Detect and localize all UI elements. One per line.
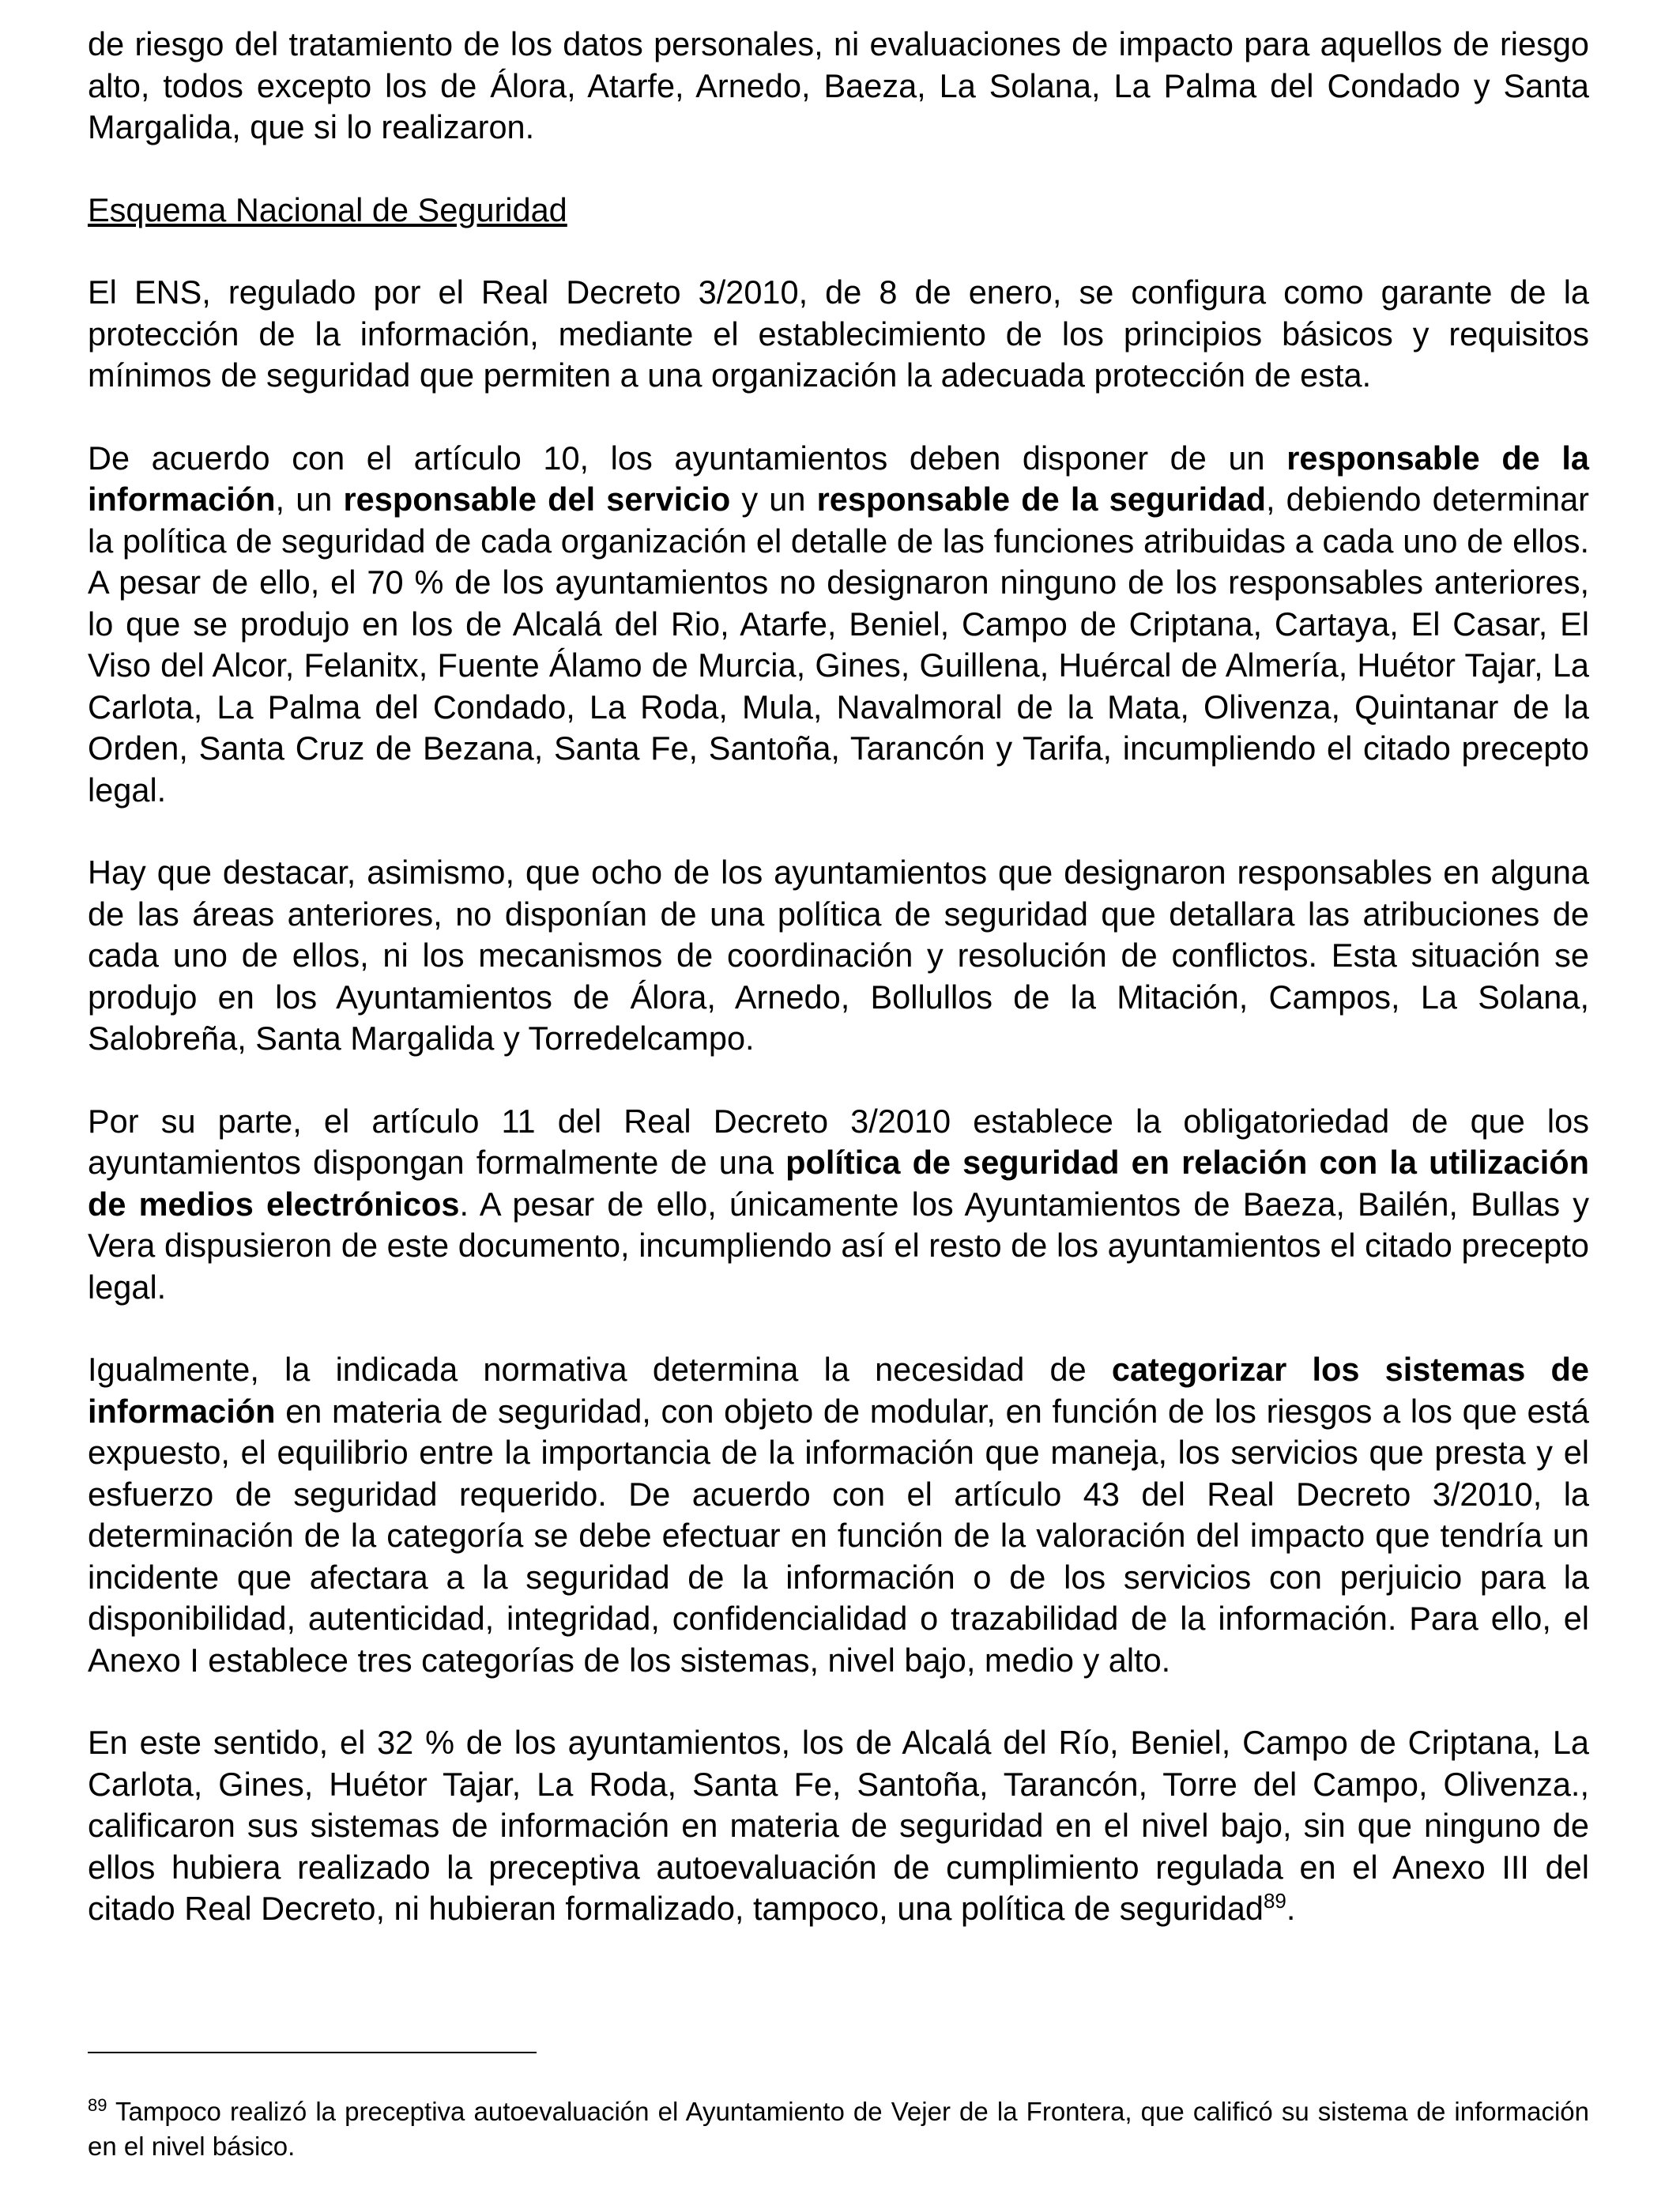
text-run: , debiendo determinar la política de seguridad de cada organización el detalle de las funciones atribuidas a cada uno de ellos. A pesar de ello, el 70 % de los ayuntamientos no designaron ninguno de los responsables anteriores, lo que se produjo en los de Alcalá del Rio, Atarfe, Beniel, Campo de Criptana, Cartaya, El Casar, El Viso del Alcor, Felanitx, Fuente Álamo de Murcia, Gines, Guillena, Huércal de Almería, Huétor Tajar, La Carlota, La Palma del Condado, La Roda, Mula, Navalmoral de la Mata, Olivenza, Quintanar de la Orden, Santa Cruz de Bezana, Santa Fe, Santoña, Tarancón y Tarifa, incumpliendo el citado precepto legal. — [88, 481, 1589, 809]
text-run: Por su parte, el artículo 11 del Real Decreto 3/2010 establece la obligatoriedad de que los ayuntamientos dispongan formalmente de una — [88, 1102, 1589, 1181]
paragraph-ens-definition: El ENS, regulado por el Real Decreto 3/2010, de 8 de enero, se configura como garante de la protección de la información, mediante el establecimiento de los principios básicos y requisitos mínimos de seguridad que permiten a una organización la adecuada protección de esta. — [88, 273, 1589, 394]
paragraph-categorizar-sistemas — [88, 1349, 1589, 1681]
text-run: en materia de seguridad, con objeto de modular, en función de los riesgos a los que está expuesto, el equilibrio entre la importancia de la información que maneja, los servicios que presta y el esfuerzo de seguridad requerido. De acuerdo con el artículo 43 del Real Decreto 3/2010, la determinación de la categoría se debe efectuar en función de la valoración del impacto que tendría un incidente que afectara a la seguridad de la información o de los servicios con perjuicio para la disponibilidad, autenticidad, integridad, confidencialidad o trazabilidad de la información. Para ello, el Anexo I establece tres categorías de los sistemas, nivel bajo, medio y alto. — [88, 1392, 1589, 1679]
paragraph-eight-ayuntamientos: Hay que destacar, asimismo, que ocho de los ayuntamientos que designaron responsables en alguna de las áreas anteriores, no disponían de una política de seguridad que detallara las atribuciones de cada uno de ellos, ni los mecanismos de coordinación y resolución de conflictos. Esta situación se produjo en los Ayuntamientos de Álora, Arnedo, Bollullos de la Mitación, Campos, La Solana, Salobreña, Santa Margalida y Torredelcampo. — [88, 854, 1589, 1057]
text-run: , un — [275, 481, 344, 518]
bold-politica-seguridad: política de seguridad en relación con la utilización de medios electrónicos — [88, 1144, 1590, 1223]
footnote-number: 89 — [88, 2095, 107, 2115]
footnote-text: Tampoco realizó la preceptiva autoevaluación el Ayuntamiento de Vejer de la Frontera, que calificó su sistema de información en el nivel básico. — [88, 2097, 1589, 2161]
text-run: De acuerdo con el artículo 10, los ayuntamientos deben disponer de un — [88, 439, 1287, 477]
section-heading-ens: Esquema Nacional de Seguridad — [88, 190, 567, 228]
text-run: En este sentido, el 32 % de los ayuntamientos, los de Alcalá del Río, Beniel, Campo de Criptana, La Carlota, Gines, Huétor Tajar, La Roda, Santa Fe, Santoña, Tarancón, Torre del Campo, Olivenza., calificaron sus sistemas de información en materia de seguridad en el nivel bajo, sin que ninguno de ellos hubiera realizado la preceptiva autoevaluación de cumplimiento regulada en el Anexo III del citado Real Decreto, ni hubieran formalizado, tampoco, una política de seguridad — [88, 1724, 1589, 1927]
paragraph-responsables — [88, 438, 1589, 812]
paragraph-nivel-bajo — [88, 1722, 1589, 1930]
text-run: y un — [730, 481, 817, 518]
bold-responsable-servicio: responsable del servicio — [343, 481, 731, 518]
paragraph-politica-seguridad — [88, 1101, 1589, 1309]
text-run: . — [1286, 1890, 1296, 1927]
bold-responsable-seguridad: responsable de la seguridad — [816, 481, 1266, 518]
document-body — [88, 24, 1589, 1971]
footnote-separator — [88, 2052, 537, 2053]
bold-categorizar-sistemas: categorizar los sistemas de información — [88, 1351, 1589, 1430]
bold-responsable-informacion: responsable de la información — [88, 439, 1589, 518]
text-run: . A pesar de ello, únicamente los Ayuntamientos de Baeza, Bailén, Bullas y Vera dispusieron de este documento, incumpliendo así el resto de los ayuntamientos el citado precepto legal. — [88, 1185, 1589, 1306]
footnote-reference[interactable]: 89 — [1263, 1889, 1286, 1913]
text-run: Igualmente, la indicada normativa determina la necesidad de — [88, 1351, 1112, 1388]
footnote-89 — [88, 2094, 1589, 2164]
paragraph-risk-assessment: de riesgo del tratamiento de los datos personales, ni evaluaciones de impacto para aquellos de riesgo alto, todos excepto los de Álora, Atarfe, Arnedo, Baeza, La Solana, La Palma del Condado y Santa Margalida, que si lo realizaron. — [88, 25, 1589, 145]
